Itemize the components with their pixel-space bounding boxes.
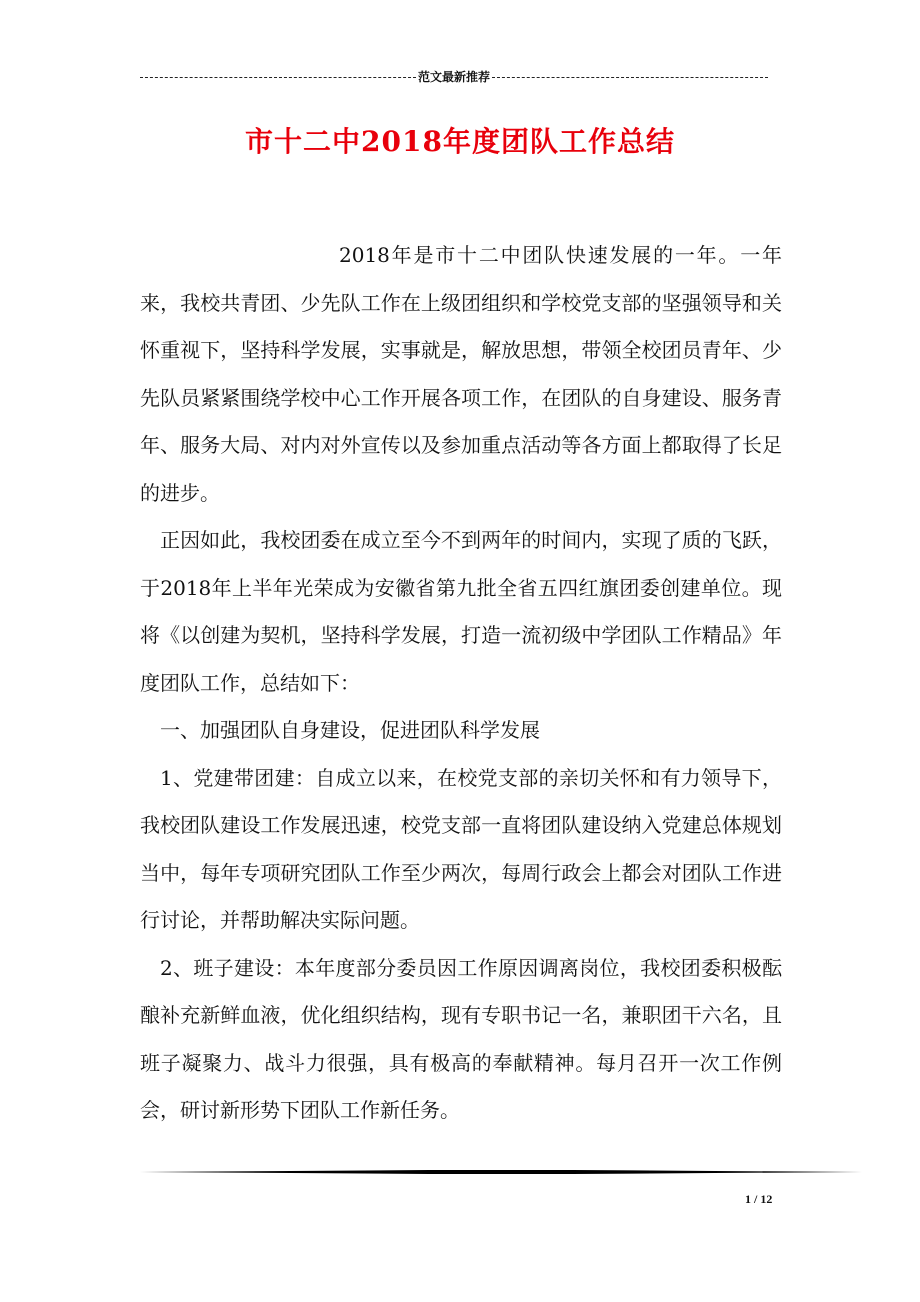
paragraph-summary: 正因如此，我校团委在成立至今不到两年的时间内，实现了质的飞跃，于2018年上半年光荣成为安徽省第九批全省五四红旗团委创建单位。现将《以创建为契机，坚持科学发展，打造一流初级中学团队工作精品》年度团队工作，总结如下： (140, 528, 782, 695)
header-dash-right (492, 77, 768, 78)
page-number: 1 / 12 (745, 1192, 773, 1206)
paragraph-party-building: 1、党建带团建：自成立以来，在校党支部的亲切关怀和有力领导下，我校团队建设工作发展迅速，校党支部一直将团队建设纳入党建总体规划当中，每年专项研究团队工作至少两次，每周行政会上都会对团队工作进行讨论，并帮助解决实际问题。 (140, 765, 782, 932)
document-title: 市十二中2018年度团队工作总结 (245, 125, 675, 158)
section-heading: 一、加强团队自身建设，促进团队科学发展 (160, 718, 540, 742)
page-header (140, 68, 768, 85)
footer-divider (140, 1170, 862, 1174)
paragraph-team-building: 2、班子建设：本年度部分委员因工作原因调离岗位，我校团委积极酝酿补充新鲜血液，优化组织结构，现有专职书记一名，兼职团干六名，且班子凝聚力、战斗力很强，具有极高的奉献精神。每月召开一次工作例会，研讨新形势下团队工作新任务。 (140, 955, 782, 1122)
header-label: 范文最新推荐 (418, 70, 491, 84)
header-dash-left (140, 77, 416, 78)
paragraph-intro: 2018年是市十二中团队快速发展的一年。一年来，我校共青团、少先队工作在上级团组织和学校党支部的坚强领导和关怀重视下，坚持科学发展，实事就是，解放思想，带领全校团员青年、少先队员紧紧围绕学校中心工作开展各项工作，在团队的自身建设、服务青年、服务大局、对内对外宣传以及参加重点活动等各方面上都取得了长足的进步。 (140, 243, 782, 505)
document-body (140, 232, 782, 1135)
